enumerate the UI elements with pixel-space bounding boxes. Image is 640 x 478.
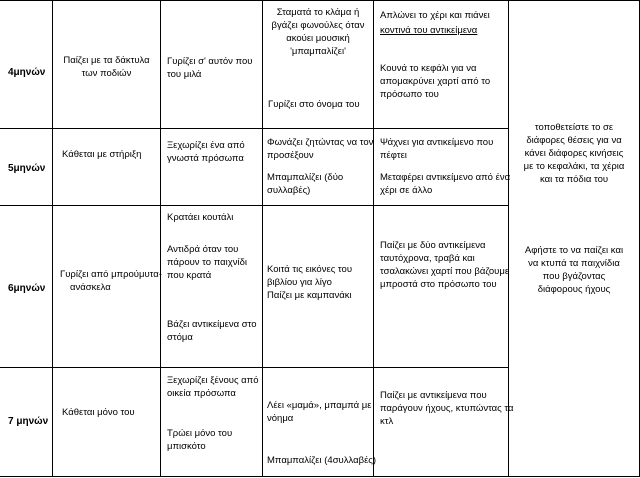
text-line: Λέει «μαμά», μπαμπά με — [267, 400, 372, 411]
text-line: προσέξουν — [267, 150, 314, 161]
text-line: 'μπαμπαλίζει' — [290, 46, 346, 57]
text-line: Γυρίζει από μπρούμυτα- — [60, 269, 162, 280]
text-line: Παίζει με δύο αντικείμενα — [380, 240, 486, 251]
table-border-top — [0, 0, 640, 1]
col-divider — [262, 0, 263, 477]
language-skill — [267, 136, 373, 162]
cognitive-skill — [380, 62, 490, 101]
text-line: μπισκότο — [167, 441, 206, 452]
cognitive-skill — [380, 171, 510, 197]
text-line: απομακρύνει χαρτί από το — [380, 76, 491, 87]
text-line: διάφορους ήχους — [537, 284, 611, 295]
language-skill: Γυρίζει στο όνομα του — [268, 99, 360, 110]
cognitive-skill: Απλώνει το χέρι και πιάνει — [380, 10, 490, 21]
text-line: παράγουν ήχους, κτυπώντας τα — [380, 403, 514, 414]
text-line: Παίζει με αντικείμενα που — [380, 390, 487, 401]
text-line: να κτυπά τα παιχνίδια — [528, 258, 620, 269]
text-line: Σταματά το κλάμα ή — [276, 7, 360, 18]
motor-skill — [53, 54, 160, 80]
text-line: ακούει μουσική — [286, 33, 350, 44]
text-line: Ξεχωρίζει ένα από — [167, 140, 245, 151]
social-skill — [167, 427, 232, 453]
text-line: Ξεχωρίζει ξένους από — [167, 375, 259, 386]
language-skill — [267, 263, 352, 302]
cognitive-skill — [380, 136, 493, 162]
text-line: Μεταφέρει αντικείμενο από ένα — [380, 172, 511, 183]
text-line: Παίζει με τα δάκτυλα — [63, 55, 150, 66]
text-line: Φωνάζει ζητώντας να τον — [267, 137, 374, 148]
text-line: βιβλίου για λίγο — [267, 277, 332, 288]
table-border-bottom — [0, 476, 640, 477]
row-divider — [0, 367, 508, 368]
social-skill — [167, 318, 257, 344]
text-line: χέρι σε άλλο — [380, 185, 433, 196]
text-line: διάφορες θέσεις για να — [526, 135, 622, 146]
text-line: νόημα — [267, 413, 294, 424]
cognitive-skill — [380, 389, 514, 428]
text-line: των ποδιών — [81, 68, 132, 79]
social-skill — [167, 243, 247, 282]
social-skill — [167, 55, 252, 81]
text-line: κάνει διάφορες κινήσεις — [524, 148, 624, 159]
social-skill — [167, 374, 259, 400]
col-divider — [160, 0, 161, 477]
language-skill: Μπαμπαλίζει (4συλλαβές) — [267, 455, 377, 466]
motor-skill: Κάθεται με στήριξη — [62, 149, 142, 160]
text-line: βγάζει φωνούλες όταν — [271, 20, 365, 31]
language-skill — [267, 171, 343, 197]
text-line: πέφτει — [380, 150, 407, 161]
text-line: Ψάχνει για αντικείμενο που — [380, 137, 494, 148]
text-line: Μπαμπαλίζει (δύο — [267, 172, 344, 183]
text-line: κτλ — [380, 416, 394, 427]
text-line: οικεία πρόσωπα — [167, 388, 236, 399]
text-line: πρόσωπο του — [380, 89, 439, 100]
text-line: ταυτόχρονα, τραβά και — [380, 253, 475, 264]
text-line: πάρουν το παιχνίδι — [167, 257, 247, 268]
text-line: συλλαβές) — [267, 185, 311, 196]
social-skill: Κρατάει κουτάλι — [167, 212, 234, 223]
text-line: Τρώει μόνο του — [167, 428, 233, 439]
cognitive-skill: κοντινά του αντικείμενα — [380, 25, 478, 36]
social-skill — [167, 139, 245, 165]
text-line: Βάζει αντικείμενα στο — [167, 319, 257, 330]
age-label: 7 μηνών — [8, 416, 49, 427]
age-label: 5μηνών — [8, 163, 46, 174]
row-divider — [0, 205, 508, 206]
text-line: που βγάζοντας — [542, 271, 606, 282]
text-line: τοποθετείστε το σε — [534, 122, 614, 133]
activity-suggestion — [509, 244, 639, 296]
text-line: Κουνά το κεφάλι για να — [380, 63, 477, 74]
activity-suggestion — [509, 121, 639, 186]
motor-skill — [60, 268, 162, 294]
text-line: Παίζει με καμπανάκι — [267, 290, 352, 301]
text-line: τσαλακώνει χαρτί που βάζουμε — [380, 266, 510, 277]
age-label: 6μηνών — [8, 283, 46, 294]
text-line: που κρατά — [167, 270, 212, 281]
text-line: και τα πόδια του — [539, 174, 609, 185]
language-skill — [263, 6, 373, 58]
row-divider — [0, 128, 508, 129]
age-label: 4μηνών — [8, 67, 46, 78]
text-line: μπροστά στο πρόσωπο του — [380, 279, 497, 290]
text-line: γνωστά πρόσωπα — [167, 153, 244, 164]
text-line: με το κεφαλάκι, τα χέρια — [523, 161, 625, 172]
col-divider — [373, 0, 374, 477]
text-line: ανάσκελα — [70, 282, 111, 293]
cognitive-skill — [380, 239, 509, 291]
motor-skill: Κάθεται μόνο του — [62, 407, 135, 418]
text-line: στόμα — [167, 332, 193, 343]
text-line: Αφήστε το να παίζει και — [524, 245, 624, 256]
text-line: Κοιτά τις εικόνες του — [267, 264, 353, 275]
language-skill — [267, 399, 371, 425]
text-line: Γυρίζει σ' αυτόν που — [167, 56, 253, 67]
text-line: του μιλά — [167, 69, 202, 80]
text-line: Αντιδρά όταν του — [167, 244, 239, 255]
